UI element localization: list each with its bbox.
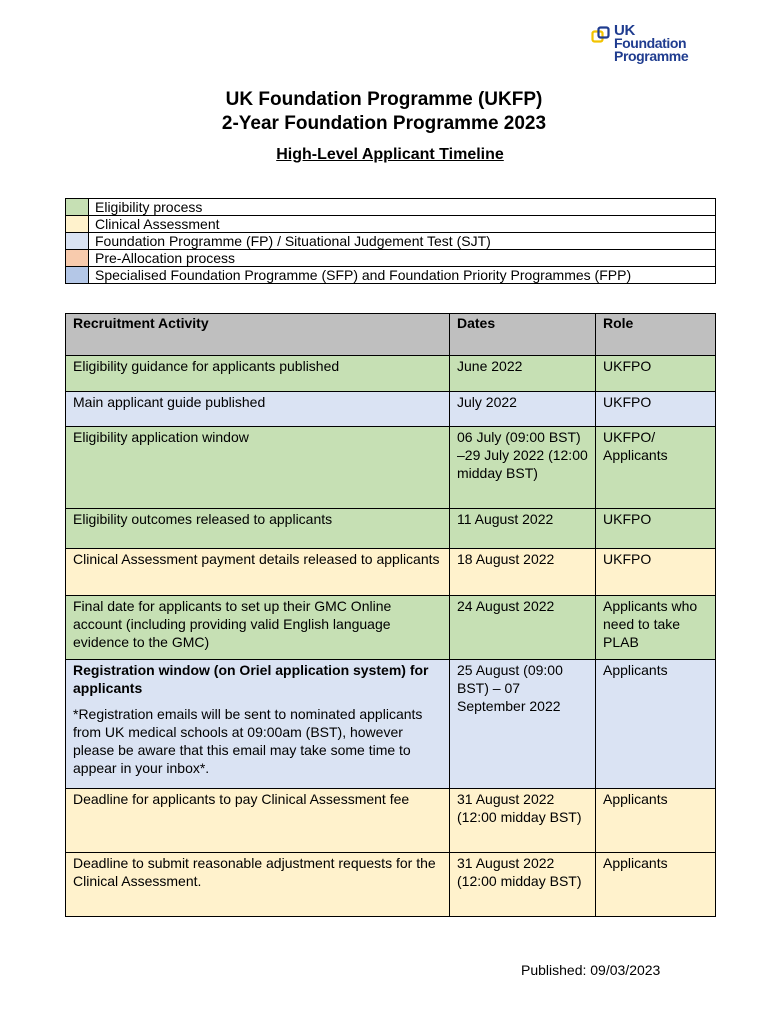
legend-row xyxy=(66,199,716,216)
legend-label: Clinical Assessment xyxy=(89,216,716,233)
cell-dates: 25 August (09:00 BST) – 07 September 2022 xyxy=(450,660,596,789)
activity-text: Registration window (on Oriel application system) for applicants xyxy=(73,662,429,696)
legend-label: Eligibility process xyxy=(89,199,716,216)
page-title-line2: 2-Year Foundation Programme 2023 xyxy=(221,113,547,134)
cell-role: Applicants xyxy=(596,789,716,853)
logo-text-line1: UK xyxy=(614,22,636,39)
cell-activity xyxy=(66,549,450,596)
cell-role: UKFPO xyxy=(596,549,716,596)
table-row xyxy=(66,392,716,427)
cell-dates: 06 July (09:00 BST) –29 July 2022 (12:00 midday BST) xyxy=(450,427,596,509)
logo-text-line2: Foundation xyxy=(614,35,687,51)
legend-swatch xyxy=(66,250,89,267)
cell-dates: July 2022 xyxy=(450,392,596,427)
table-row xyxy=(66,356,716,392)
cell-role: UKFPO xyxy=(596,509,716,549)
header-recruitment-activity: Recruitment Activity xyxy=(66,314,450,356)
table-row xyxy=(66,789,716,853)
logo-text-line3: Programme xyxy=(614,48,689,64)
table-header-row xyxy=(66,314,716,356)
cell-role: UKFPO xyxy=(596,356,716,392)
cell-role: Applicants xyxy=(596,660,716,789)
legend-row xyxy=(66,216,716,233)
cell-role: UKFPO/ Applicants xyxy=(596,427,716,509)
legend-row xyxy=(66,233,716,250)
table-row xyxy=(66,596,716,660)
cell-dates: 31 August 2022 (12:00 midday BST) xyxy=(450,789,596,853)
legend-swatch xyxy=(66,267,89,284)
activity-text: Eligibility guidance for applicants published xyxy=(73,358,340,374)
activity-text: Eligibility outcomes released to applicants xyxy=(73,511,333,527)
cell-dates: 31 August 2022 (12:00 midday BST) xyxy=(450,853,596,917)
page-subtitle: High-Level Applicant Timeline xyxy=(276,146,504,163)
activity-text: Deadline for applicants to pay Clinical Assessment fee xyxy=(73,791,410,807)
activity-text: Deadline to submit reasonable adjustment requests for the Clinical Assessment. xyxy=(73,855,436,889)
activity-text: Eligibility application window xyxy=(73,429,249,445)
cell-role: UKFPO xyxy=(596,392,716,427)
cell-activity xyxy=(66,356,450,392)
logo-squares-icon xyxy=(591,26,611,46)
legend-swatch xyxy=(66,233,89,250)
timeline-table xyxy=(65,313,716,917)
table-row xyxy=(66,427,716,509)
activity-text: Final date for applicants to set up their GMC Online account (including providing valid English language evidence to the GMC) xyxy=(73,598,392,650)
cell-role: Applicants xyxy=(596,853,716,917)
ukfp-logo xyxy=(591,24,711,66)
legend-row xyxy=(66,267,716,284)
header-dates: Dates xyxy=(450,314,596,356)
table-row xyxy=(66,853,716,917)
cell-activity xyxy=(66,853,450,917)
legend-table xyxy=(65,198,716,284)
cell-activity xyxy=(66,596,450,660)
table-row xyxy=(66,660,716,789)
legend-swatch xyxy=(66,199,89,216)
legend-label: Foundation Programme (FP) / Situational Judgement Test (SJT) xyxy=(89,233,716,250)
cell-dates: 24 August 2022 xyxy=(450,596,596,660)
cell-activity xyxy=(66,789,450,853)
header-role: Role xyxy=(596,314,716,356)
cell-activity xyxy=(66,392,450,427)
activity-text: Clinical Assessment payment details released to applicants xyxy=(73,551,440,567)
table-row xyxy=(66,509,716,549)
cell-dates: 11 August 2022 xyxy=(450,509,596,549)
legend-label: Pre-Allocation process xyxy=(89,250,716,267)
cell-activity xyxy=(66,660,450,789)
legend-swatch xyxy=(66,216,89,233)
cell-activity xyxy=(66,427,450,509)
page-title-line1: UK Foundation Programme (UKFP) xyxy=(225,89,543,110)
cell-role: Applicants who need to take PLAB xyxy=(596,596,716,660)
cell-dates: 18 August 2022 xyxy=(450,549,596,596)
legend-label: Specialised Foundation Programme (SFP) and Foundation Priority Programmes (FPP) xyxy=(89,267,716,284)
table-row xyxy=(66,549,716,596)
activity-note: *Registration emails will be sent to nominated applicants from UK medical schools at 09:00am (BST), however please be aware that this email may take some time to appear in your inbox*. xyxy=(73,706,423,776)
published-date: Published: 09/03/2023 xyxy=(521,962,661,978)
legend-row xyxy=(66,250,716,267)
activity-text: Main applicant guide published xyxy=(73,394,266,410)
cell-activity xyxy=(66,509,450,549)
cell-dates: June 2022 xyxy=(450,356,596,392)
